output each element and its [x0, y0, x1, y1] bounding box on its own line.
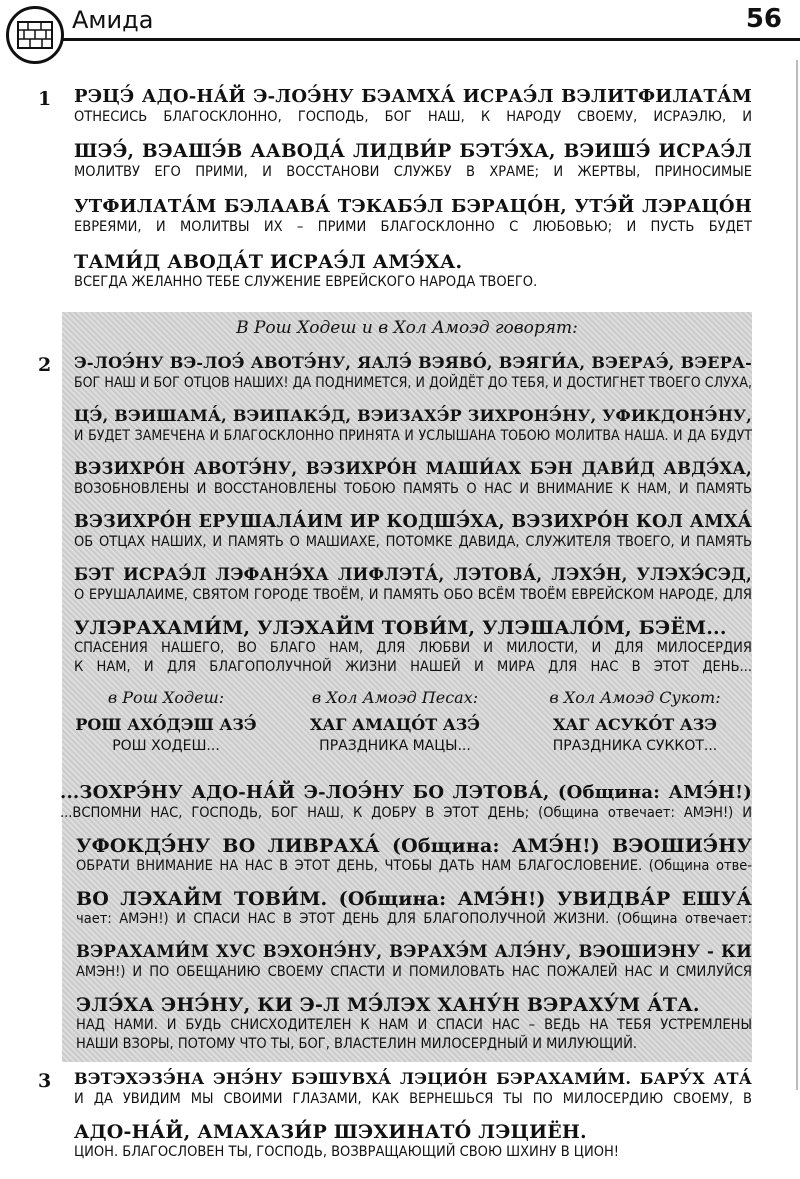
- translation-line: ЕВРЕЯМИ, И МОЛИТВЫ ИХ – ПРИМИ БЛАГОСКЛОННО С ЛЮБОВЬЮ; И ПУСТЬ БУДЕТ: [74, 219, 752, 235]
- transliteration-line: АДО-НА́Й, АМАХАЗИ́Р ШЭХИНАТО́ ЛЭЦИЁН.: [74, 1121, 587, 1143]
- translation-line: НАШИ ВЗОРЫ, ПОТОМУ ЧТО ТЫ, БОГ, ВЛАСТЕЛИН МИЛОСЕРДНЫЙ И МИЛУЮЩИЙ.: [76, 1036, 637, 1052]
- translation-line: И БУДЕТ ЗАМЕЧЕНА И БЛАГОСКЛОННО ПРИНЯТА И УСЛЫШАНА ТОБОЮ МОЛИТВА НАША. И ДА БУДУТ: [74, 428, 752, 444]
- holiday-note: В Рош Ходеш и в Хол Амоэд говорят:: [236, 318, 578, 338]
- header-rule: [62, 38, 800, 41]
- logo: [6, 6, 64, 64]
- column-label: в Хол Амоэд Песах:: [311, 688, 479, 707]
- page-edge-line: [796, 60, 798, 1090]
- transliteration-line: ШЭЭ́, ВЭАШЭ́В ААВОДА́ ЛИДВИ́Р БЭТЭ́ХА, ВЭИШЭ́ ИСРАЭ́Л: [74, 141, 752, 162]
- paragraph-number: 1: [38, 88, 52, 110]
- translation-line: СПАСЕНИЯ НАШЕГО, ВО БЛАГО НАМ, ДЛЯ ЛЮБВИ И МИЛОСТИ, И ДЛЯ МИЛОСЕРДИЯ: [74, 640, 752, 656]
- translation-line: К НАМ, И ДЛЯ БЛАГОПОЛУЧНОЙ ЖИЗНИ НАШЕЙ И МИРА ДЛЯ НАС В ЭТОТ ДЕНЬ...: [74, 659, 752, 675]
- page-number: 56: [745, 4, 782, 34]
- translation-line: ОБРАТИ ВНИМАНИЕ НА НАС В ЭТОТ ДЕНЬ, ЧТОБЫ ДАТЬ НАМ БЛАГОСЛОВЕНИЕ. (Община отве-: [76, 858, 752, 874]
- paragraph-2: [38, 352, 752, 677]
- transliteration-line: РЭЦЭ́ АДО-НА́Й Э-ЛОЭ́НУ БЭАМХА́ ИСРАЭ́Л ВЭЛИТФИЛАТА́М: [74, 86, 752, 107]
- transliteration-line: ВО ЛЭХАЙМ ТОВИ́М. (Община: АМЭ́Н!) УВИДВА́Р ЕШУА́: [76, 888, 752, 910]
- translation-line: МОЛИТВУ ЕГО ПРИМИ, И ВОССТАНОВИ СЛУЖБУ В ХРАМЕ; И ЖЕРТВЫ, ПРИНОСИМЫЕ: [74, 164, 752, 180]
- translation-line: чает: АМЭН!) И СПАСИ НАС В ЭТОТ ДЕНЬ ДЛЯ БЛАГОПОЛУЧНОЙ ЖИЗНИ. (Община отвечает:: [76, 911, 752, 927]
- translation-line: О ЕРУШАЛАИМЕ, СВЯТОМ ГОРОДЕ ТВОЁМ, И ПАМЯТЬ ОБО ВСЁМ ТВОЁМ ЕВРЕЙСКОМ НАРОДЕ, ДЛЯ: [74, 587, 752, 603]
- transliteration-line: УТФИЛАТА́М БЭЛААВА́ ТЭКАБЭ́Л БЭРАЦО́Н, УТЭ́Й ЛЭРАЦО́Н: [74, 196, 752, 217]
- transliteration-line: Э-ЛОЭ́НУ ВЭ-ЛОЭ́ АВОТЭ́НУ, ЯАЛЭ́ ВЭЯВО́, ВЭЯГИ́А, ВЭЕРАЭ́, ВЭЕРА-: [74, 353, 752, 372]
- transliteration-line: ТАМИ́Д АВОДА́Т ИСРАЭ́Л АМЭ́ХА.: [74, 251, 463, 273]
- wall-icon: [14, 14, 56, 56]
- column-label: в Рош Ходеш:: [107, 688, 225, 707]
- column-transliteration: РОШ АХО́ДЭШ АЗЭ́: [75, 715, 257, 734]
- translation-line: ...ВСПОМНИ НАС, ГОСПОДЬ, БОГ НАШ, К ДОБРУ В ЭТОТ ДЕНЬ; (Община отвечает: АМЭН!) И: [60, 805, 752, 821]
- column-translation: ПРАЗДНИКА СУККОТ...: [552, 738, 718, 754]
- paragraph-3: [38, 1068, 752, 1162]
- transliteration-line: ВЭТЭХЭЗЭ́НА ЭНЭ́НУ БЭШУВХА́ ЛЭЦИО́Н БЭРАХАМИ́М. БАРУ́Х АТА́: [74, 1069, 752, 1088]
- column-transliteration: ХАГ АМАЦО́Т АЗЭ́: [309, 715, 480, 734]
- translation-line: ОТНЕСИСЬ БЛАГОСКЛОННО, ГОСПОДЬ, БОГ НАШ, К НАРОДУ СВОЕМУ, ИСРАЭЛЮ, И: [74, 109, 752, 125]
- column-sukkot: [530, 688, 740, 754]
- transliteration-line: ЭЛЭ́ХА ЭНЭ́НУ, КИ Э-Л МЭ́ЛЭХ ХАНУ́Н ВЭРАХУ́М А́ТА.: [76, 994, 700, 1016]
- paragraph-2-continued: [60, 782, 752, 1054]
- transliteration-line: ВЭЗИХРО́Н ЕРУШАЛА́ИМ ИР КОДШЭ́ХА, ВЭЗИХРО́Н КОЛ АМХА́: [74, 512, 752, 532]
- column-pesach: [290, 688, 500, 754]
- column-label: в Хол Амоэд Сукот:: [549, 688, 721, 707]
- transliteration-line: ВЭРАХАМИ́М ХУС ВЭХОНЭ́НУ, ВЭРАХЭ́М АЛЭ́НУ, ВЭОШИЭНУ - КИ: [76, 942, 752, 961]
- translation-line: БОГ НАШ И БОГ ОТЦОВ НАШИХ! ДА ПОДНИМЕТСЯ, И ДОЙДЁТ ДО ТЕБЯ, И ДОСТИГНЕТ ТВОЕГО СЛУХА,: [74, 375, 752, 391]
- translation-line: ВОЗОБНОВЛЕНЫ И ВОССТАНОВЛЕНЫ ТОБОЮ ПАМЯТЬ О НАС И ВНИМАНИЕ К НАМ, И ПАМЯТЬ: [74, 481, 752, 497]
- translation-line: И ДА УВИДИМ МЫ СВОИМИ ГЛАЗАМИ, КАК ВЕРНЕШЬСЯ ТЫ ПО МИЛОСЕРДИЮ СВОЕМУ, В: [74, 1091, 752, 1107]
- transliteration-line: УФОКДЭ́НУ ВО ЛИВРАХА́ (Община: АМЭ́Н!) ВЭОШИЭ́НУ: [76, 835, 752, 857]
- column-translation: ПРАЗДНИКА МАЦЫ...: [319, 738, 471, 754]
- translation-line: НАД НАМИ. И БУДЬ СНИСХОДИТЕЛЕН К НАМ И СПАСИ НАС – ВЕДЬ НА ТЕБЯ УСТРЕМЛЕНЫ: [76, 1017, 752, 1033]
- column-translation: РОШ ХОДЕШ...: [112, 738, 220, 754]
- page-title: Амида: [72, 6, 154, 34]
- transliteration-line: БЭТ ИСРАЭ́Л ЛЭФАНЭ́ХА ЛИФЛЭТА́, ЛЭТОВА́, ЛЭХЭ́Н, УЛЭХЭ́СЭД,: [74, 565, 752, 584]
- column-transliteration: ХАГ АСУКО́Т АЗЭ: [552, 715, 718, 734]
- transliteration-line: ЦЭ́, ВЭИШАМА́, ВЭИПАКЭ́Д, ВЭИЗАХЭ́Р ЗИХРОНЭ́НУ, УФИКДОНЭ́НУ,: [74, 406, 752, 425]
- column-rosh-chodesh: [66, 688, 266, 754]
- translation-line: ВСЕГДА ЖЕЛАННО ТЕБЕ СЛУЖЕНИЕ ЕВРЕЙСКОГО НАРОДА ТВОЕГО.: [74, 274, 538, 290]
- translation-line: ОБ ОТЦАХ НАШИХ, И ПАМЯТЬ О МАШИАХЕ, ПОТОМКЕ ДАВИДА, СЛУЖИТЕЛЯ ТВОЕГО, И ПАМЯТЬ: [74, 534, 752, 550]
- transliteration-line: УЛЭРАХАМИ́М, УЛЭХАЙМ ТОВИ́М, УЛЭШАЛО́М, БЭЁМ...: [74, 617, 727, 639]
- translation-line: ЦИОН. БЛАГОСЛОВЕН ТЫ, ГОСПОДЬ, ВОЗВРАЩАЮЩИЙ СВОЮ ШХИНУ В ЦИОН!: [74, 1144, 620, 1160]
- paragraph-number: 3: [38, 1070, 52, 1092]
- transliteration-line: ...ЗОХРЭ́НУ АДО-НА́Й Э-ЛОЭ́НУ БО ЛЭТОВА́, (Община: АМЭ́Н!): [60, 782, 752, 803]
- transliteration-line: ВЭЗИХРО́Н АВОТЭ́НУ, ВЭЗИХРО́Н МАШИ́АХ БЭН ДАВИ́Д АВДЭ́ХА,: [74, 459, 752, 478]
- page-header: [0, 0, 800, 70]
- translation-line: АМЭН!) И ПО ОБЕЩАНИЮ СВОЕМУ СПАСТИ И ПОМИЛОВАТЬ НАС ПОЖАЛЕЙ НАС И СМИЛУЙСЯ: [76, 964, 752, 980]
- paragraph-1: [38, 86, 752, 292]
- paragraph-number: 2: [38, 354, 52, 376]
